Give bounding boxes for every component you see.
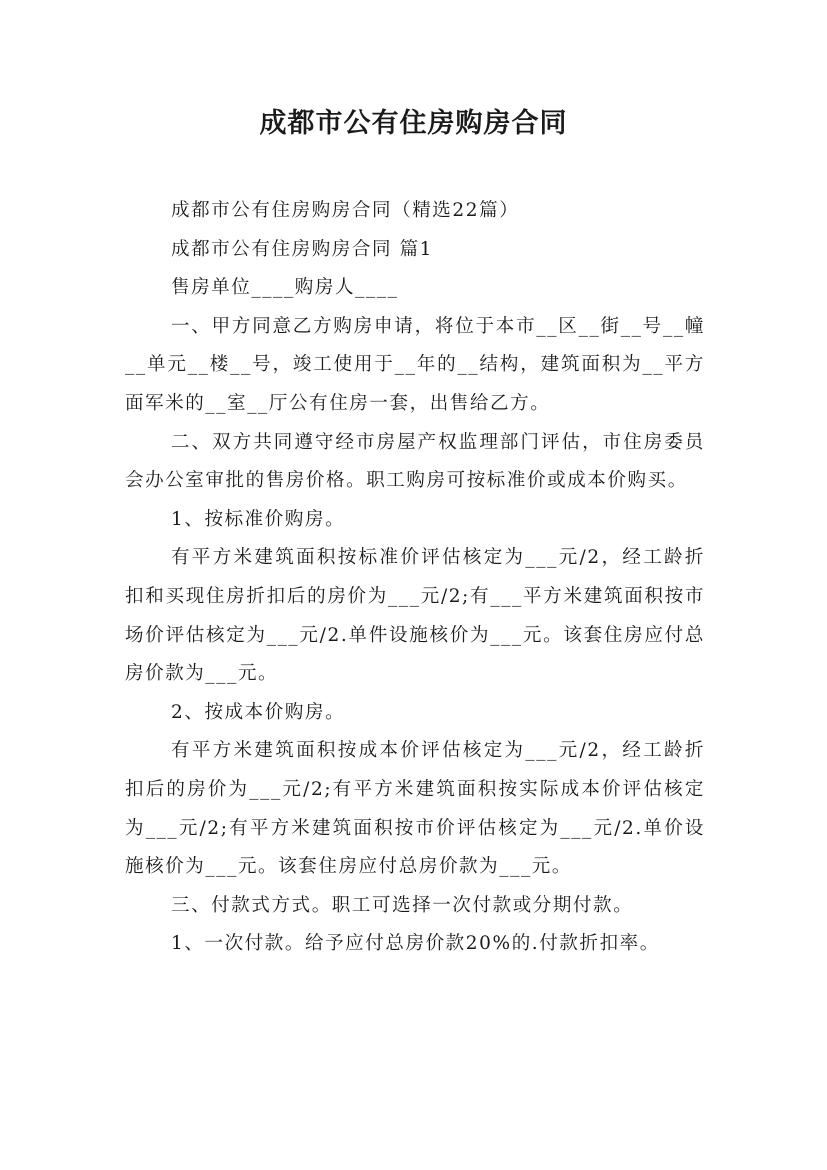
- paragraph-article-heading: 成都市公有住房购房合同 篇1: [171, 238, 434, 260]
- paragraph-lump-sum: 1、一次付款。给予应付总房价款20%的.付款折扣率。: [171, 933, 660, 955]
- document-body: [125, 192, 705, 964]
- paragraph-clause-2: 二、双方共同遵守经市房屋产权监理部门评估，市住房委员会办公室审批的售房价格。职工购房可按标准价或成本价购买。: [125, 431, 705, 492]
- document-title: 成都市公有住房购房合同: [259, 108, 568, 139]
- paragraph-cost-price-detail: 有平方米建筑面积按成本价评估核定为___元/2，经工龄折扣后的房价为___元/2;有平方米建筑面积按实际成本价评估核定为___元/2;有平方米建筑面积按市价评估核定为___元/2.单价设施核价为___元。该套住房应付总房价款为___元。: [125, 740, 705, 878]
- paragraph-cost-price-heading: 2、按成本价购房。: [171, 701, 346, 723]
- paragraph-standard-price-detail: 有平方米建筑面积按标准价评估核定为___元/2，经工龄折扣和买现住房折扣后的房价为___元/2;有___平方米建筑面积按市场价评估核定为___元/2.单件设施核价为___元。该套住房应付总房价款为___元。: [125, 547, 705, 685]
- paragraph-clause-3: 三、付款式方式。职工可选择一次付款或分期付款。: [171, 894, 634, 916]
- paragraph-parties: 售房单位____购房人____: [171, 277, 399, 299]
- paragraph-standard-price-heading: 1、按标准价购房。: [171, 508, 346, 530]
- paragraph-clause-1: 一、甲方同意乙方购房申请，将位于本市__区__街__号__幢__单元__楼__号，竣工使用于__年的__结构，建筑面积为__平方面军米的__室__厅公有住房一套，出售给乙方。: [125, 315, 705, 414]
- paragraph-collection-title: 成都市公有住房购房合同（精选22篇）: [171, 200, 520, 221]
